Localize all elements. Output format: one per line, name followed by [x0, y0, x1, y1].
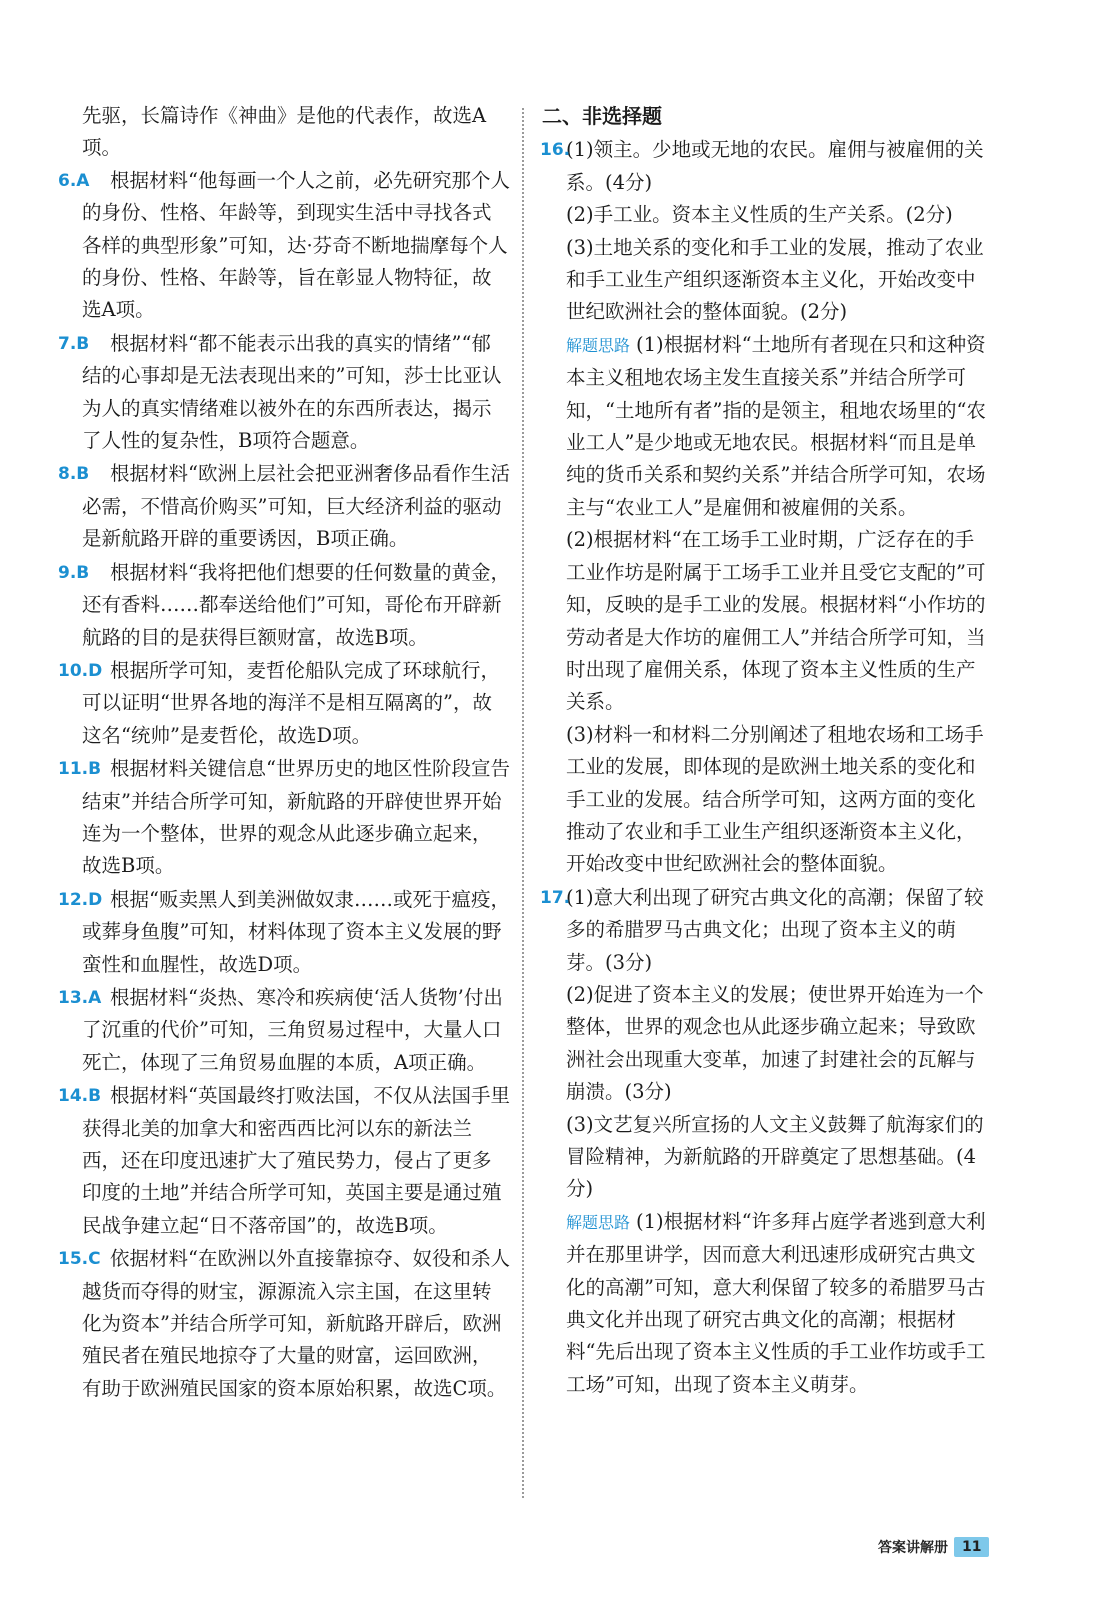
answer-number: 12.D: [58, 889, 103, 910]
answer-text: 根据材料“我将把他们想要的任何数量的黄金，还有香料……都奉送给他们”可知，哥伦布开辟新航路的目的是获得巨额财富，故选B项。: [82, 560, 510, 649]
item-5-continued: [58, 100, 510, 165]
hint-text: (1)根据材料“土地所有者现在只和这种资本主义租地农场主发生直接关系”并结合所学可知，“土地所有者”指的是领主，租地农场里的“农业工人”是少地或无地农民。根据材料“而且是单纯的货币关系和契约关系”并结合所学可知，农场主与“农业工人”是雇佣和被雇佣的关系。: [566, 332, 986, 519]
answer-text: 根据材料“英国最终打败法国，不仅从法国手里获得北美的加拿大和密西西比河以东的新法兰西，还在印度迅速扩大了殖民势力，侵占了更多印度的土地”并结合所学可知，英国主要是通过殖民战争建立起“日不落帝国”的，故选B项。: [82, 1084, 510, 1237]
answer-item-17: [540, 882, 988, 1402]
answer-item-16: [540, 134, 988, 880]
answer-number: 17.: [540, 887, 571, 908]
answer-text: 根据“贩卖黑人到美洲做奴隶……或死于瘟疫，或葬身鱼腹”可知，材料体现了资本主义发展的野蛮性和血腥性，故选D项。: [82, 887, 510, 976]
answer-text: 根据材料关键信息“世界历史的地区性阶段宣告结束”并结合所学可知，新航路的开辟使世界开始连为一个整体，世界的观念从此逐步确立起来，故选B项。: [82, 757, 510, 878]
answer-item-14: [58, 1080, 510, 1242]
right-column: [540, 100, 988, 1402]
item-text: 先驱，长篇诗作《神曲》是他的代表作，故选A项。: [82, 104, 487, 160]
section-title: 二、非选择题: [542, 104, 662, 128]
solution-hint-3: (3)材料一和材料二分别阐述了租地农场和工场手工业的发展，即体现的是欧洲土地关系的变化和手工业的发展。结合所学可知，这两方面的变化推动了农业和手工业生产组织逐渐资本主义化，开始改变中世纪欧洲社会的整体面貌。: [566, 722, 984, 876]
answer-item-11: [58, 753, 510, 883]
answer-item-13: [58, 982, 510, 1079]
page-number: 11: [954, 1537, 989, 1557]
answer-text: 根据材料“欧洲上层社会把亚洲奢侈品看作生活必需，不惜高价购买”可知，巨大经济利益的驱动是新航路开辟的重要诱因，B项正确。: [82, 462, 510, 551]
answer-item-8: [58, 458, 510, 555]
answer-number: 15.C: [58, 1249, 101, 1270]
column-divider: [522, 108, 524, 1498]
answer-number: 10.D: [58, 660, 103, 681]
answer-number: 16.: [540, 140, 571, 161]
answer-text: 依据材料“在欧洲以外直接靠掠夺、奴役和杀人越货而夺得的财宝，源源流入宗主国，在这里转化为资本”并结合所学可知，新航路开辟后，欧洲殖民者在殖民地掠夺了大量的财富，运回欧洲，有助于欧洲殖民国家的资本原始积累，故选C项。: [82, 1247, 510, 1400]
answer-item-12: [58, 884, 510, 981]
answer-text: 根据材料“炎热、寒冷和疾病使‘活人货物’付出了沉重的代价”可知，三角贸易过程中，大量人口死亡，体现了三角贸易血腥的本质，A项正确。: [82, 985, 503, 1074]
hint-label: 解题思路: [566, 335, 631, 355]
answer-item-15: [58, 1243, 510, 1405]
answer-number: 6.A: [58, 170, 90, 191]
footer-label: 答案讲解册: [878, 1540, 948, 1556]
hint-label: 解题思路: [566, 1212, 631, 1232]
answer-part-1: (1)意大利出现了研究古典文化的高潮；保留了较多的希腊罗马古典文化；出现了资本主义的萌芽。(3分): [566, 885, 984, 974]
solution-hint-2: (2)根据材料“在工场手工业时期，广泛存在的手工业作坊是附属于工场手工业并且受它支配的”可知，反映的是手工业的发展。根据材料“小作坊的劳动者是大作坊的雇佣工人”并结合所学可知，当时出现了雇佣关系，体现了资本主义性质的生产关系。: [566, 528, 986, 714]
answer-number: 14.B: [58, 1086, 102, 1107]
answer-item-7: [58, 328, 510, 458]
hint-text: (1)根据材料“许多拜占庭学者逃到意大利并在那里讲学，因而意大利迅速形成研究古典文化的高潮”可知，意大利保留了较多的希腊罗马古典文化并出现了研究古典文化的高潮；根据材料“先后出现了资本主义性质的手工业作坊或手工工场”可知，出现了资本主义萌芽。: [566, 1209, 986, 1396]
answer-number: 8.B: [58, 464, 90, 485]
answer-number: 13.A: [58, 987, 102, 1008]
answer-number: 11.B: [58, 759, 102, 780]
left-column: [58, 100, 510, 1406]
answer-text: 根据所学可知，麦哲伦船队完成了环球航行，可以证明“世界各地的海洋不是相互隔离的”，故这名“统帅”是麦哲伦，故选D项。: [82, 658, 501, 747]
answer-item-6: [58, 165, 510, 327]
page-footer: [878, 1532, 1028, 1562]
answer-item-10: [58, 655, 510, 752]
answer-text: 根据材料“他每画一个人之前，必先研究那个人的身份、性格、年龄等，到现实生活中寻找各式各样的典型形象”可知，达·芬奇不断地揣摩每个人的身份、性格、年龄等，旨在彰显人物特征，故选A项。: [82, 168, 510, 322]
answer-item-9: [58, 557, 510, 654]
solution-hint-1: [566, 329, 988, 524]
answer-number: 7.B: [58, 333, 90, 354]
answer-text: 根据材料“都不能表示出我的真实的情绪”“郁结的心事却是无法表现出来的”可知，莎士比亚认为人的真实情绪难以被外在的东西所表达，揭示了人性的复杂性，B项符合题意。: [82, 331, 502, 453]
answer-part-3: (3)文艺复兴所宣扬的人文主义鼓舞了航海家们的冒险精神，为新航路的开辟奠定了思想基础。(4分): [566, 1112, 984, 1201]
answer-part-3: (3)土地关系的变化和手工业的发展，推动了农业和手工业生产组织逐渐资本主义化，开始改变中世纪欧洲社会的整体面貌。(2分): [566, 235, 984, 324]
answer-part-2: (2)手工业。资本主义性质的生产关系。(2分): [566, 203, 953, 227]
answer-part-2: (2)促进了资本主义的发展；使世界开始连为一个整体，世界的观念也从此逐步确立起来；导致欧洲社会出现重大变革，加速了封建社会的瓦解与崩溃。(3分): [566, 982, 984, 1104]
answer-part-1: (1)领主。少地或无地的农民。雇佣与被雇佣的关系。(4分): [566, 138, 984, 194]
answer-number: 9.B: [58, 562, 90, 583]
solution-hint-1: [566, 1206, 988, 1401]
